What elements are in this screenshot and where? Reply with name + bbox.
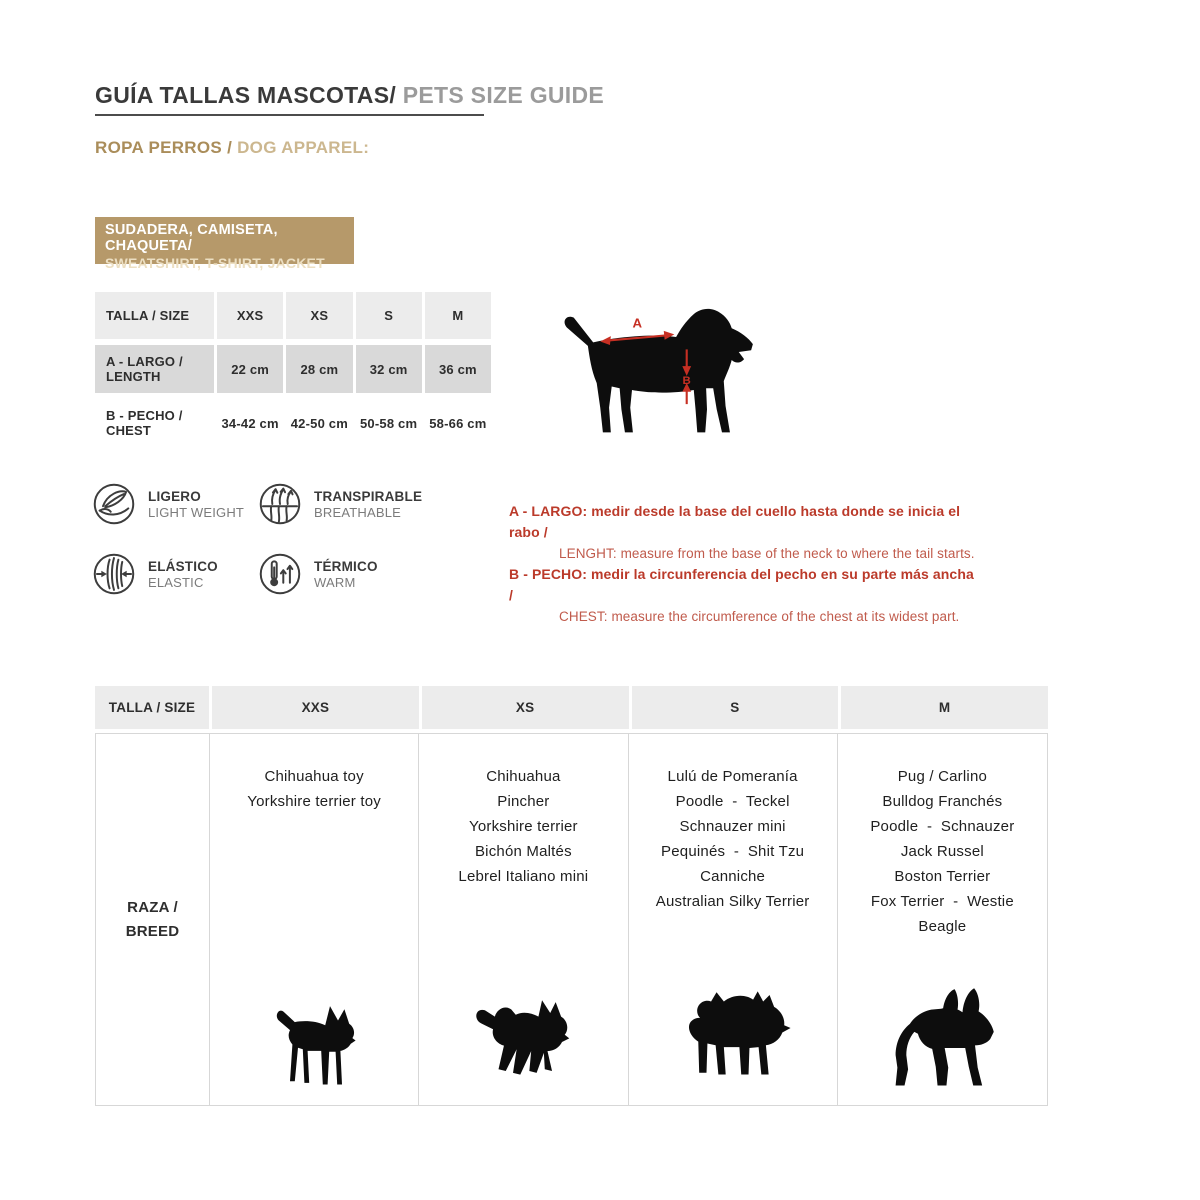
feature-title: TRANSPIRABLE [314, 488, 423, 504]
dog-slot-s [669, 985, 797, 1091]
breed-table-header-row [95, 686, 1048, 729]
banner-line-en: SWEATSHIRT, T-SHIRT, JACKET [105, 255, 325, 271]
breed-header-m: M [841, 686, 1048, 729]
breed-list-m: Pug / Carlino Bulldog Franchés Poodle - Schnauzer Jack Russel Boston Terrier Fox Terrier - Westie Beagle [870, 768, 1015, 935]
breed-header-s: S [632, 686, 839, 729]
feature-title: LIGERO [148, 488, 201, 504]
elastic-icon [92, 552, 136, 596]
category-banner [95, 217, 354, 271]
note-chest [509, 564, 979, 627]
dog-slot-m [884, 980, 1000, 1091]
note-length [509, 501, 979, 564]
length-m: 36 cm [425, 345, 491, 393]
length-row-label: A - LARGO / LENGTH [95, 345, 214, 393]
arrow-a-label: A [632, 315, 643, 331]
breed-cell-xs [419, 734, 628, 1105]
title-secondary: PETS SIZE GUIDE [396, 82, 605, 108]
chest-row-label: B - PECHO / CHEST [95, 399, 214, 447]
thermal-icon [258, 552, 302, 596]
measuring-notes [509, 501, 979, 627]
feature-subtitle: ELASTIC [148, 574, 204, 590]
breed-cell-xxs [210, 734, 419, 1105]
measuring-diagram [556, 300, 768, 450]
note-chest-es: B - PECHO: medir la circunferencia del pecho en su parte más ancha / [509, 566, 974, 603]
breed-table-body [95, 733, 1048, 1106]
feature-subtitle: WARM [314, 574, 356, 590]
length-xxs: 22 cm [217, 345, 283, 393]
long-haired-chihuahua-silhouette [464, 993, 582, 1091]
size-table-header-xxs: XXS [217, 292, 283, 339]
subtitle-primary: ROPA PERROS / [95, 138, 238, 157]
breed-header-xxs: XXS [212, 686, 419, 729]
size-table-header-m: M [425, 292, 491, 339]
chest-m: 58-66 cm [425, 399, 491, 447]
feature-elastic [92, 552, 218, 596]
pomeranian-silhouette [669, 985, 797, 1091]
feature-subtitle: LIGHT WEIGHT [148, 504, 245, 520]
breed-cell-s [629, 734, 838, 1105]
size-measurements-table [95, 292, 491, 453]
note-length-es: A - LARGO: medir desde la base del cuello hasta donde se inicia el rabo / [509, 503, 961, 540]
size-table-header-row [95, 292, 491, 339]
breed-row-label: RAZA / BREED [96, 734, 210, 1105]
feature-warm [258, 552, 378, 596]
title-underline [95, 114, 484, 116]
breed-table [95, 686, 1048, 1106]
table-row-length [95, 345, 491, 393]
subtitle-secondary: DOG APPAREL: [237, 138, 370, 157]
length-s: 32 cm [356, 345, 422, 393]
feature-lightweight [92, 482, 244, 526]
feature-title: ELÁSTICO [148, 558, 218, 574]
dog-slot-xs [464, 993, 582, 1091]
breed-cell-m [838, 734, 1047, 1105]
size-table-header-s: S [356, 292, 422, 339]
length-xs: 28 cm [286, 345, 352, 393]
chihuahua-silhouette [266, 998, 362, 1091]
arrow-b-label: B [682, 374, 691, 387]
labrador-silhouette [556, 300, 768, 450]
breed-list-xs: Chihuahua Pincher Yorkshire terrier Bichón Maltés Lebrel Italiano mini [458, 768, 589, 885]
section-subtitle [95, 138, 369, 158]
breed-list-xxs: Chihuahua toy Yorkshire terrier toy [247, 768, 381, 810]
banner-line-es: SUDADERA, CAMISETA, CHAQUETA/ [105, 222, 278, 254]
note-length-en: LENGHT: measure from the base of the neck to where the tail starts. [559, 546, 975, 561]
table-row-chest [95, 399, 491, 447]
page-title [95, 82, 604, 109]
size-table-header-xs: XS [286, 292, 352, 339]
breed-header-xs: XS [422, 686, 629, 729]
feature-title: TÉRMICO [314, 558, 378, 574]
breed-list-s: Lulú de Pomeranía Poodle - Teckel Schnauzer mini Pequinés - Shit Tzu Canniche Australian Silky Terrier [655, 768, 810, 910]
note-chest-en: CHEST: measure the circumference of the chest at its widest part. [559, 609, 960, 624]
dog-slot-xxs [266, 998, 362, 1091]
feather-hand-icon [92, 482, 136, 526]
chest-xxs: 34-42 cm [217, 399, 283, 447]
breed-header-label: TALLA / SIZE [95, 686, 209, 729]
size-table-header-label: TALLA / SIZE [95, 292, 214, 339]
feature-breathable [258, 482, 422, 526]
breathable-icon [258, 482, 302, 526]
feature-subtitle: BREATHABLE [314, 504, 402, 520]
chest-s: 50-58 cm [356, 399, 422, 447]
title-primary: GUÍA TALLAS MASCOTAS/ [95, 82, 397, 108]
chest-xs: 42-50 cm [286, 399, 352, 447]
french-bulldog-silhouette [884, 980, 1000, 1091]
